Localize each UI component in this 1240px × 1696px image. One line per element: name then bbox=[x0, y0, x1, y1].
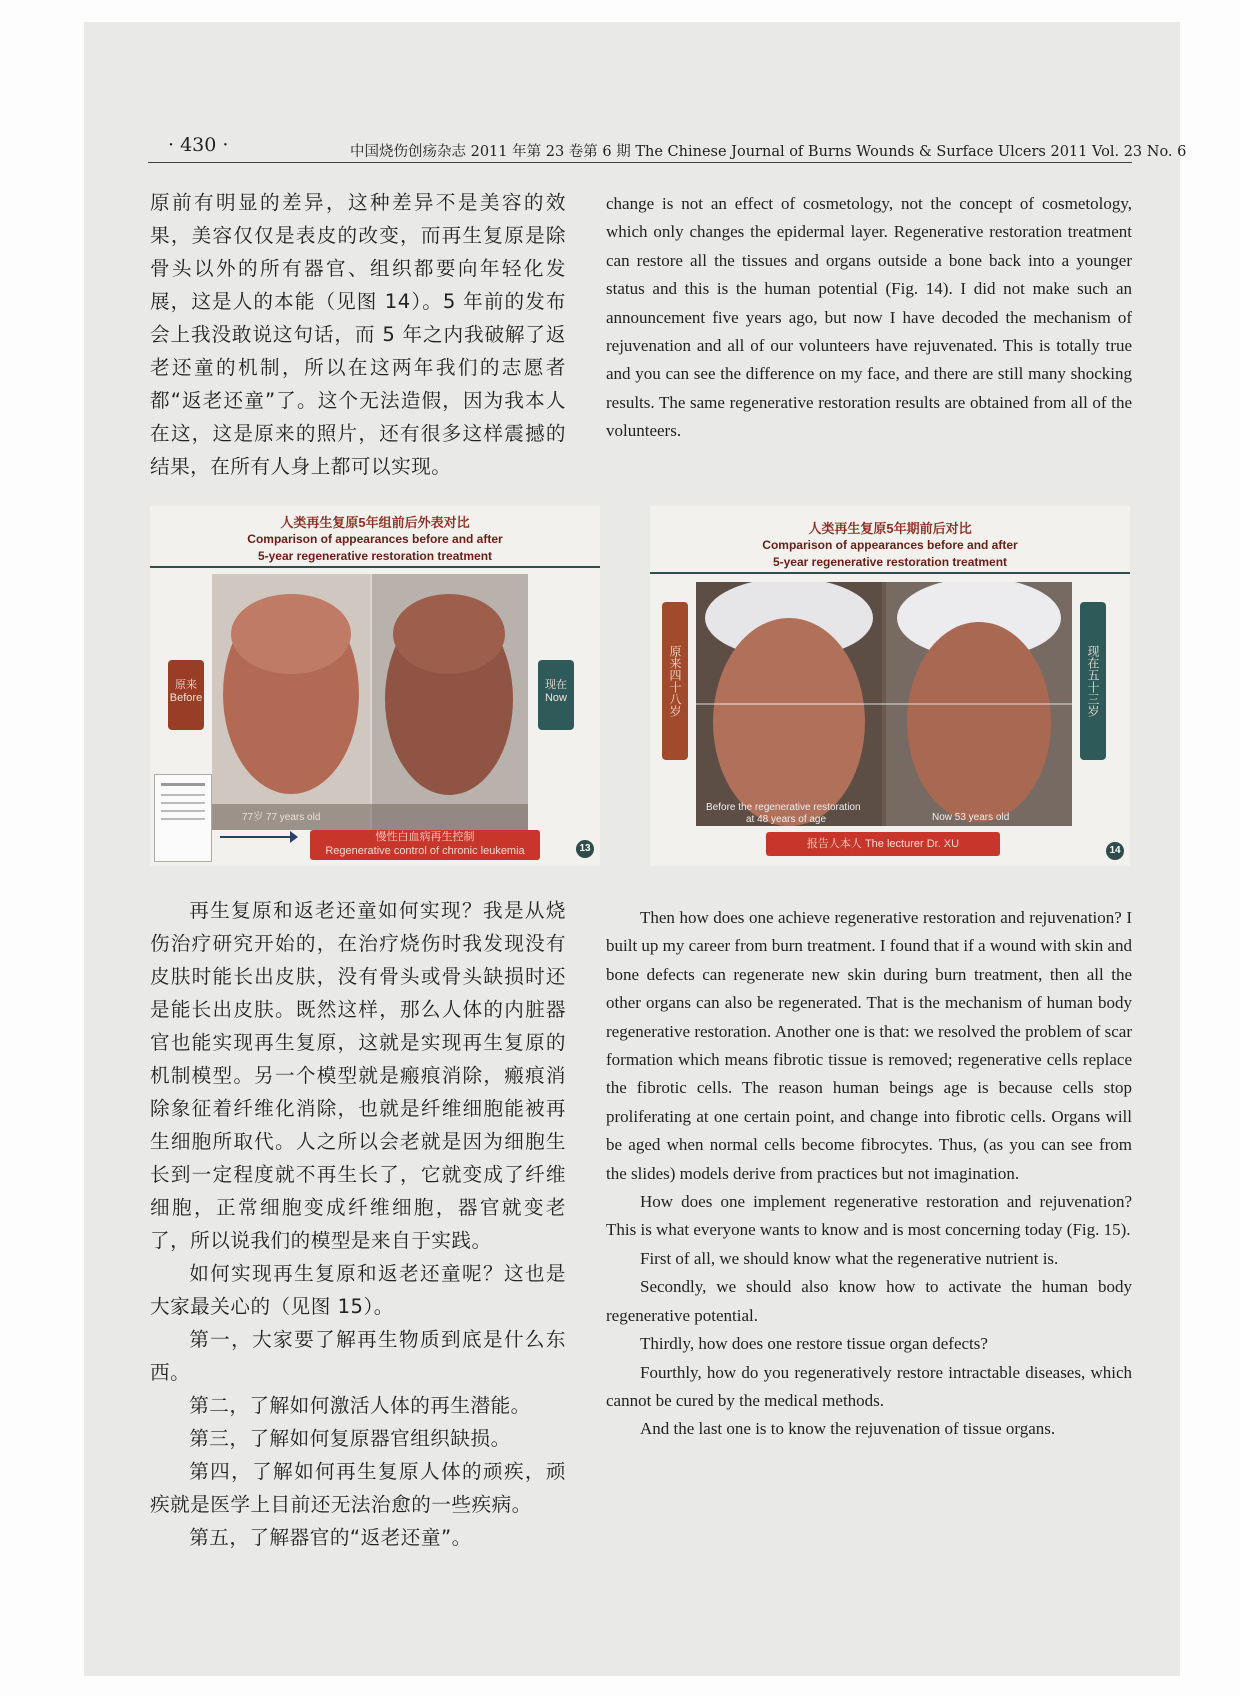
fig13-bar-cn: 慢性白血病再生控制 bbox=[375, 831, 475, 843]
fig14-caption-bar: 报告人本人 The lecturer Dr. XU bbox=[766, 832, 1000, 856]
cn-paragraph-2: 如何实现再生复原和返老还童呢？这也是大家最关心的（见图 15）。 bbox=[150, 1262, 566, 1318]
cn-paragraph-5: 第三，了解如何复原器官组织缺损。 bbox=[189, 1427, 511, 1450]
header-rule bbox=[148, 162, 1132, 163]
top-english-paragraph bbox=[606, 190, 1132, 446]
fig13-caption-bar bbox=[310, 830, 540, 860]
cn-paragraph-4: 第二，了解如何激活人体的再生潜能。 bbox=[189, 1394, 531, 1417]
cn-paragraph-7: 第五，了解器官的“返老还童”。 bbox=[189, 1526, 472, 1549]
fig13-now-en: Now bbox=[544, 692, 567, 704]
en-paragraph-5: Thirdly, how does one restore tissue organ defects? bbox=[640, 1334, 988, 1354]
figure-13 bbox=[150, 506, 600, 866]
top-chinese-paragraph bbox=[150, 186, 566, 483]
fig14-now-caption: Now 53 years old bbox=[932, 812, 1010, 823]
figure-14 bbox=[650, 506, 1130, 866]
fig14-before-tag: 原来四十八岁 bbox=[662, 602, 688, 760]
fig13-bar-en: Regenerative control of chronic leukemia bbox=[325, 845, 525, 857]
fig13-arrowhead-icon bbox=[290, 831, 298, 843]
fig13-age-caption: 77岁 77 years old bbox=[242, 812, 321, 823]
fig14-now-tag: 现在五十三岁 bbox=[1080, 602, 1106, 760]
fig13-lab-report-thumbnail bbox=[154, 774, 212, 862]
fig14-title bbox=[650, 520, 1130, 571]
cn-paragraph-3: 第一，大家要了解再生物质到底是什么东西。 bbox=[150, 1328, 566, 1384]
fig13-before-cn: 原来 bbox=[175, 679, 197, 691]
en-paragraph-6: Fourthly, how do you regeneratively restore intractable diseases, which cannot be cured by the medical methods. bbox=[606, 1362, 1132, 1410]
en-paragraph-3: First of all, we should know what the regenerative nutrient is. bbox=[640, 1248, 1059, 1268]
bottom-chinese-column bbox=[150, 894, 566, 1554]
fig13-face-photos bbox=[212, 574, 528, 830]
fig13-title-en-2: 5-year regenerative restoration treatment bbox=[257, 549, 493, 563]
fig14-title-cn: 人类再生复原5年期前后对比 bbox=[808, 521, 972, 536]
fig13-title-en-1: Comparison of appearances before and after bbox=[247, 532, 503, 546]
fig13-now-cn: 现在 bbox=[545, 679, 567, 691]
fig13-number-badge: 13 bbox=[576, 840, 594, 858]
top-english-text: change is not an effect of cosmetology, not the concept of cosmetology, which only changes the epidermal layer. Regenerative restoration treatment can restore all the tissues and organs outside a bone back into a younger status and this is the human potential (Fig. 14). I did not make such an announcement five years ago, but now I have decoded the mechanism of rejuvenation and all of our volunteers have rejuvenated. This is totally true and you can see the difference on my face, and there are still many shocking results. The same regenerative restoration results are obtained from all of the volunteers. bbox=[606, 194, 1132, 441]
fig13-title-cn: 人类再生复原5年组前后外表对比 bbox=[280, 515, 470, 530]
fig13-before-en: Before bbox=[169, 692, 203, 704]
fig13-rule bbox=[150, 566, 600, 568]
fig14-before-caption-1: Before the regenerative restoration bbox=[706, 802, 861, 813]
en-paragraph-1: Then how does one achieve regenerative restoration and rejuvenation? I built up my career from burn treatment. I found that if a wound with skin and bone defects can regenerate new skin during burn treatment, then all the other organs can also be regenerated. That is the mechanism of human body regenerative restoration. Another one is that: we resolved the problem of scar formation which means fibrotic tissue is removed; regenerative cells replace the fibrotic cells. The reason human beings age is because cells stop proliferating at one certain point, and change into fibrotic cells. Organs will be aged when normal cells become fibrocytes. Thus, (as you can see from the slides) models derive from practices but not imagination. bbox=[606, 908, 1132, 1183]
bottom-english-column bbox=[606, 904, 1132, 1444]
fig14-face-photos bbox=[696, 582, 1072, 826]
fig14-before-caption bbox=[706, 802, 861, 826]
fig13-now-tag bbox=[538, 660, 574, 730]
fig13-title bbox=[150, 514, 600, 565]
top-chinese-text: 原前有明显的差异，这种差异不是美容的效果，美容仅仅是表皮的改变，而再生复原是除骨头以外的所有器官、组织都要向年轻化发展，这是人的本能（见图 14）。5 年前的发布会上我没敢说这句话，而 5 年之内我破解了返老还童的机制，所以在这两年我们的志愿者都“返老还童”了。这个无法造假，因为我本人在这，这是原来的照片，还有很多这样震撼的结果，在所有人身上都可以实现。 bbox=[150, 191, 566, 478]
en-paragraph-7: And the last one is to know the rejuvenation of tissue organs. bbox=[640, 1419, 1056, 1439]
fig14-number-badge: 14 bbox=[1106, 842, 1124, 860]
fig13-before-tag bbox=[168, 660, 204, 730]
fig14-rule bbox=[650, 572, 1130, 574]
fig14-title-en-1: Comparison of appearances before and after bbox=[762, 538, 1018, 552]
cn-paragraph-1: 再生复原和返老还童如何实现？我是从烧伤治疗研究开始的，在治疗烧伤时我发现没有皮肤时能长出皮肤，没有骨头或骨头缺损时还是能长出皮肤。既然这样，那么人体的内脏器官也能实现再生复原，这就是实现再生复原的机制模型。另一个模型就是瘢痕消除，瘢痕消除象征着纤维化消除，也就是纤维细胞能被再生细胞所取代。人之所以会老就是因为细胞生长到一定程度就不再生长了，它就变成了纤维细胞，正常细胞变成纤维细胞，器官就变老了，所以说我们的模型是来自于实践。 bbox=[150, 899, 566, 1252]
en-paragraph-2: How does one implement regenerative restoration and rejuvenation? This is what everyone wants to know and is most concerning today (Fig. 15). bbox=[606, 1192, 1132, 1240]
running-header: 中国烧伤创疡杂志 2011 年第 23 卷第 6 期 The Chinese Journal of Burns Wounds & Surface Ulcers 2011 Vol. 23 No. 6 bbox=[350, 144, 1187, 160]
en-paragraph-4: Secondly, we should also know how to activate the human body regenerative potential. bbox=[606, 1277, 1132, 1325]
fig13-arrow-icon bbox=[220, 836, 294, 838]
fig14-before-caption-2: at 48 years of age bbox=[746, 814, 827, 825]
page-number: · 430 · bbox=[168, 134, 229, 156]
fig14-title-en-2: 5-year regenerative restoration treatment bbox=[772, 555, 1008, 569]
cn-paragraph-6: 第四，了解如何再生复原人体的顽疾，顽疾就是医学上目前还无法治愈的一些疾病。 bbox=[150, 1460, 566, 1516]
